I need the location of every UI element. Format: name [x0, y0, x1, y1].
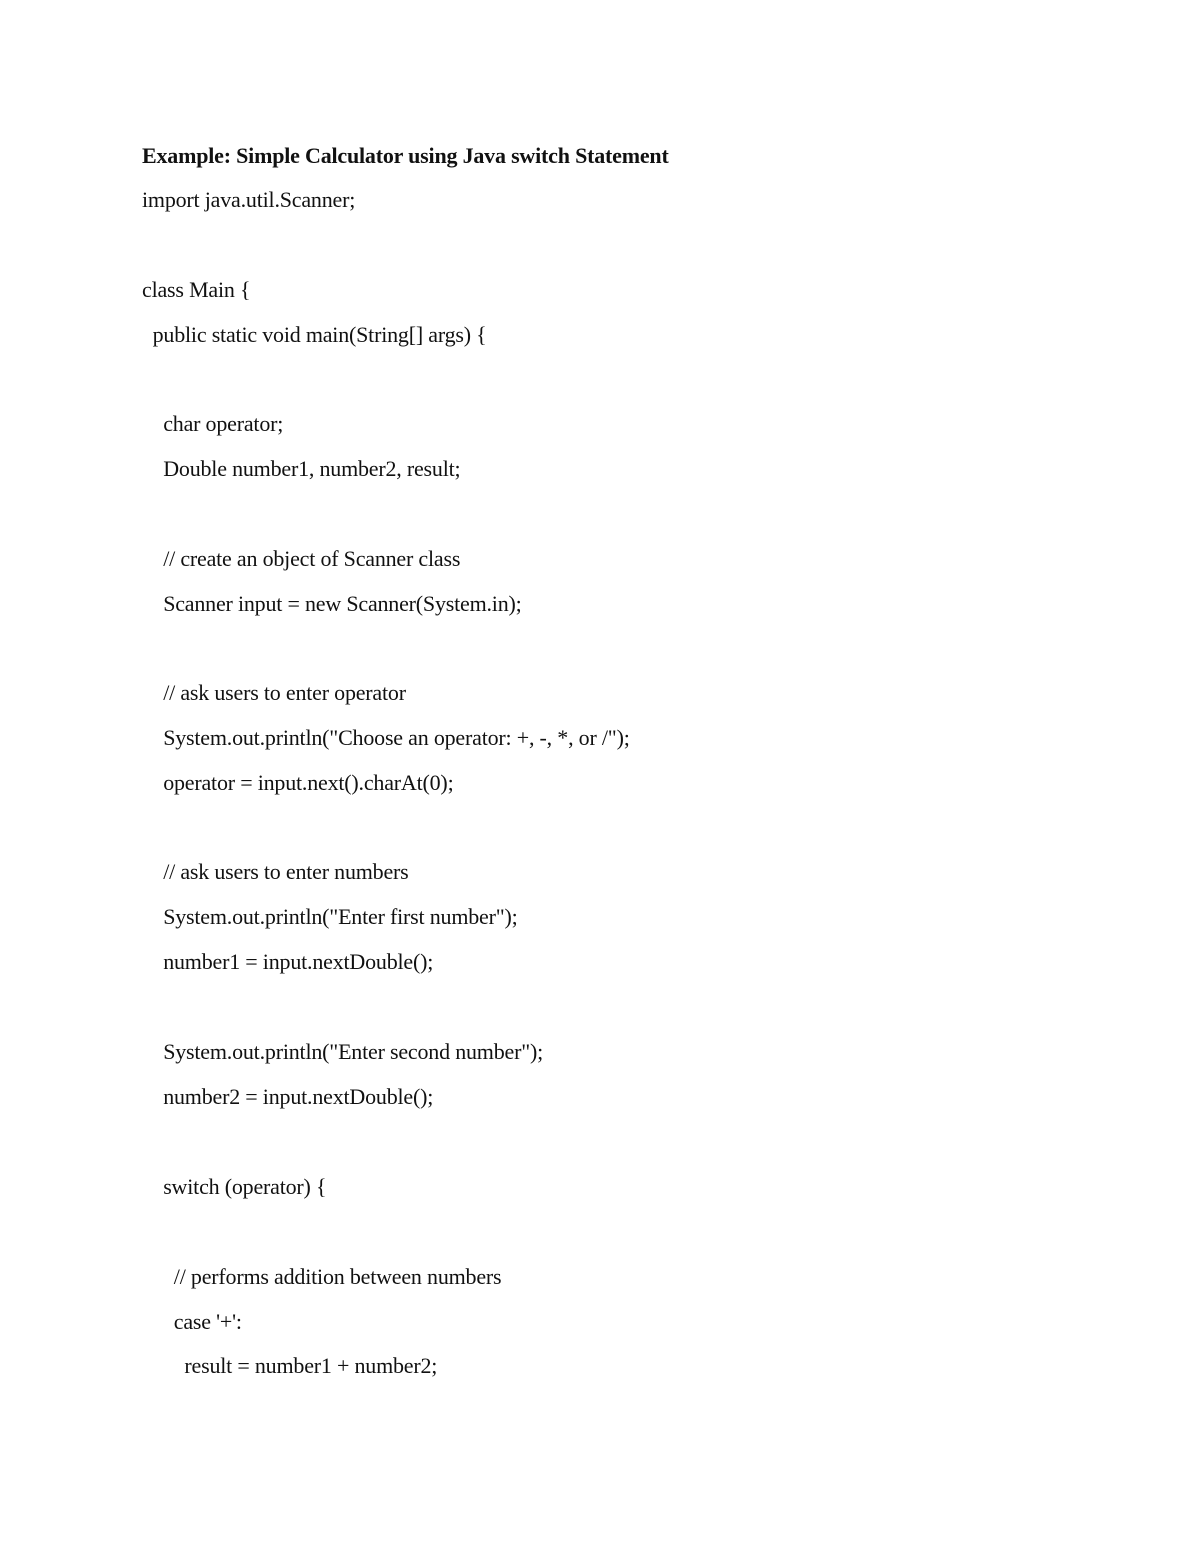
- code-line: System.out.println("Enter first number");: [142, 904, 518, 929]
- code-line: operator = input.next().charAt(0);: [142, 770, 454, 795]
- code-line: System.out.println("Choose an operator: +, -, *, or /");: [142, 725, 630, 750]
- code-line: case '+':: [142, 1309, 242, 1334]
- code-line: switch (operator) {: [142, 1174, 327, 1199]
- code-line: Scanner input = new Scanner(System.in);: [142, 591, 522, 616]
- code-line: System.out.println("Enter second number");: [142, 1039, 544, 1064]
- code-line: number2 = input.nextDouble();: [142, 1084, 434, 1109]
- code-line: number1 = input.nextDouble();: [142, 949, 434, 974]
- code-line: class Main {: [142, 277, 251, 302]
- code-line: public static void main(String[] args) {: [142, 322, 487, 347]
- code-comment: // ask users to enter operator: [142, 680, 406, 705]
- code-comment: // ask users to enter numbers: [142, 859, 409, 884]
- code-line: char operator;: [142, 411, 284, 436]
- code-comment: // performs addition between numbers: [142, 1264, 502, 1289]
- code-line: import java.util.Scanner;: [142, 187, 356, 212]
- code-line: result = number1 + number2;: [142, 1353, 438, 1378]
- code-line: Double number1, number2, result;: [142, 456, 461, 481]
- document-title: Example: Simple Calculator using Java switch Statement: [142, 143, 669, 168]
- code-comment: // create an object of Scanner class: [142, 546, 461, 571]
